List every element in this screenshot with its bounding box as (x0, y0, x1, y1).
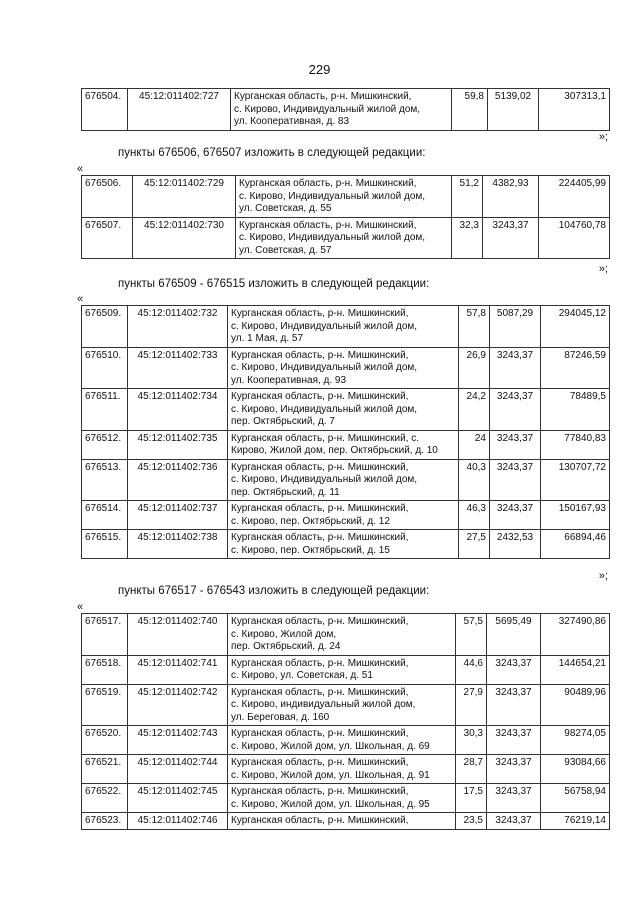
area-cell: 27,5 (459, 530, 490, 559)
address-line: с. Кирово, Индивидуальный жилой дом, (231, 474, 418, 485)
item-number-cell: 676522. (82, 784, 128, 813)
cadastral-value-cell: 78489,5 (541, 389, 610, 431)
table-row (82, 784, 610, 813)
address-cell (228, 784, 456, 813)
cadastral-number-cell: 45:12:011402:733 (128, 347, 228, 389)
table-row (82, 306, 610, 348)
address-line: с. Кирово, пер. Октябрьский, д. 12 (231, 515, 390, 527)
cadastral-number-cell: 45:12:011402:745 (128, 784, 228, 813)
address-cell (228, 755, 456, 784)
address-line: Курганская область, р-н. Мишкинский, (239, 219, 417, 231)
address-line: пер. Октябрьский, д. 11 (231, 486, 340, 498)
cadastral-value-cell: 66894,46 (541, 530, 610, 559)
rate-cell: 3243,37 (490, 459, 541, 501)
area-cell: 26,9 (459, 347, 490, 389)
table-row (82, 655, 610, 684)
address-line: Курганская область, р-н. Мишкинский, (231, 391, 409, 402)
address-line: с. Кирово, Индивидуальный жилой дом, (234, 103, 421, 115)
rate-cell: 5139,02 (488, 89, 539, 131)
address-cell (228, 389, 459, 431)
opening-quote: « (77, 601, 84, 613)
address-line: с. Кирово, Жилой дом, ул. Школьная, д. 69 (231, 740, 430, 752)
address-line: Курганская область, р-н. Мишкинский, (231, 757, 409, 768)
cadastral-number-cell: 45:12:011402:735 (128, 430, 228, 459)
address-line: Курганская область, р-н. Мишкинский, (231, 532, 409, 543)
cadastral-value-cell: 90489,96 (541, 684, 610, 726)
address-line: Курганская область, р-н. Мишкинский, (231, 616, 409, 627)
amendment-intro: пункты 676517 - 676543 изложить в следующей редакции: (118, 585, 430, 597)
registry-table-2 (81, 175, 610, 259)
address-line: Курганская область, р-н. Мишкинский, (234, 91, 412, 102)
item-number-cell: 676521. (82, 755, 128, 784)
registry-table-1 (81, 88, 610, 131)
rate-cell: 2432,53 (490, 530, 541, 559)
address-line: ул. Советская, д. 55 (239, 203, 332, 214)
address-line: Курганская область, р-н. Мишкинский, (231, 349, 409, 361)
amendment-intro: пункты 676506, 676507 изложить в следующей редакции: (118, 147, 426, 159)
table-row (82, 347, 610, 389)
table-row (82, 755, 610, 784)
closing-quote: »; (598, 570, 608, 582)
address-line: с. Кирово, ул. Советская, д. 51 (231, 670, 373, 681)
address-line: с. Кирово, Жилой дом, (231, 628, 337, 640)
area-cell: 32,3 (452, 217, 483, 259)
address-cell (228, 726, 456, 755)
rate-cell: 5087,29 (490, 306, 541, 348)
address-line: с. Кирово, пер. Октябрьский, д. 15 (231, 544, 390, 556)
cadastral-number-cell: 45:12:011402:744 (128, 755, 228, 784)
table-row (82, 176, 610, 218)
amendment-intro: пункты 676509 - 676515 изложить в следующей редакции: (118, 278, 430, 290)
address-line: с. Кирово, Индивидуальный жилой дом, (239, 232, 426, 243)
address-cell (228, 530, 459, 559)
cadastral-number-cell: 45:12:011402:734 (128, 389, 228, 431)
address-line: ул. 1 Мая, д. 57 (231, 333, 304, 344)
address-line: Курганская область, р-н. Мишкинский, (231, 728, 409, 739)
address-line: ул. Кооперативная, д. 93 (231, 374, 347, 386)
cadastral-value-cell: 150167,93 (541, 501, 610, 530)
address-line: Курганская область, р-н. Мишкинский, (231, 308, 409, 319)
cadastral-number-cell: 45:12:011402:740 (128, 614, 228, 656)
cadastral-number-cell: 45:12:011402:730 (133, 217, 236, 259)
rate-cell: 3243,37 (490, 501, 541, 530)
item-number-cell: 676513. (82, 459, 128, 501)
cadastral-value-cell: 144654,21 (541, 655, 610, 684)
address-line: с. Кирово, Жилой дом, ул. Школьная, д. 91 (231, 769, 430, 781)
area-cell: 57,5 (456, 614, 487, 656)
address-line: Курганская область, р-н. Мишкинский, (231, 503, 409, 514)
area-cell: 23,5 (456, 813, 487, 830)
address-line: с. Кирово, Индивидуальный жилой дом, (231, 403, 418, 415)
area-cell: 24 (459, 430, 490, 459)
item-number-cell: 676520. (82, 726, 128, 755)
address-cell (228, 306, 459, 348)
item-number-cell: 676504. (82, 89, 128, 131)
cadastral-number-cell: 45:12:011402:736 (128, 459, 228, 501)
table-row (82, 614, 610, 656)
closing-quote: »; (598, 131, 608, 143)
item-number-cell: 676515. (82, 530, 128, 559)
area-cell: 51,2 (452, 176, 483, 218)
cadastral-number-cell: 45:12:011402:727 (128, 89, 231, 131)
address-cell (228, 347, 459, 389)
closing-quote: »; (598, 263, 608, 275)
item-number-cell: 676512. (82, 430, 128, 459)
address-line: ул. Береговая, д. 160 (231, 711, 330, 723)
table-row (82, 726, 610, 755)
item-number-cell: 676514. (82, 501, 128, 530)
cadastral-value-cell: 327490,86 (541, 614, 610, 656)
area-cell: 28,7 (456, 755, 487, 784)
item-number-cell: 676519. (82, 684, 128, 726)
cadastral-value-cell: 93084,66 (541, 755, 610, 784)
rate-cell: 3243,37 (487, 655, 541, 684)
address-line: Курганская область, р-н. Мишкинский, (231, 461, 409, 473)
item-number-cell: 676518. (82, 655, 128, 684)
table-row (82, 217, 610, 259)
cadastral-value-cell: 104760,78 (539, 217, 610, 259)
rate-cell: 3243,37 (487, 755, 541, 784)
cadastral-number-cell: 45:12:011402:737 (128, 501, 228, 530)
address-cell (228, 430, 459, 459)
area-cell: 40,3 (459, 459, 490, 501)
address-cell (228, 459, 459, 501)
table-row (82, 389, 610, 431)
rate-cell: 3243,37 (490, 389, 541, 431)
cadastral-value-cell: 77840,83 (541, 430, 610, 459)
rate-cell: 3243,37 (490, 347, 541, 389)
table-row (82, 684, 610, 726)
cadastral-value-cell: 224405,99 (539, 176, 610, 218)
area-cell: 44,6 (456, 655, 487, 684)
address-line: ул. Кооперативная, д. 83 (234, 116, 350, 127)
item-number-cell: 676517. (82, 614, 128, 656)
area-cell: 46,3 (459, 501, 490, 530)
area-cell: 27,9 (456, 684, 487, 726)
address-line: пер. Октябрьский, д. 24 (231, 641, 341, 652)
address-cell (228, 501, 459, 530)
item-number-cell: 676507. (82, 217, 133, 259)
cadastral-value-cell: 98274,05 (541, 726, 610, 755)
address-cell (236, 176, 452, 218)
item-number-cell: 676523. (82, 813, 128, 830)
address-line: Курганская область, р-н. Мишкинский, (231, 657, 409, 669)
area-cell: 24,2 (459, 389, 490, 431)
area-cell: 17,5 (456, 784, 487, 813)
address-cell (228, 684, 456, 726)
rate-cell: 4382,93 (483, 176, 539, 218)
address-line: ул. Советская, д. 57 (239, 244, 332, 256)
address-line: Курганская область, р-н. Мишкинский, с. (231, 432, 419, 444)
cadastral-number-cell: 45:12:011402:741 (128, 655, 228, 684)
address-cell (228, 614, 456, 656)
rate-cell: 3243,37 (487, 726, 541, 755)
cadastral-value-cell: 87246,59 (541, 347, 610, 389)
cadastral-number-cell: 45:12:011402:742 (128, 684, 228, 726)
table-row (82, 501, 610, 530)
rate-cell: 3243,37 (487, 784, 541, 813)
opening-quote: « (77, 293, 84, 305)
cadastral-number-cell: 45:12:011402:732 (128, 306, 228, 348)
address-cell (236, 217, 452, 259)
table-row (82, 813, 610, 830)
table-row (82, 459, 610, 501)
rate-cell: 3243,37 (487, 684, 541, 726)
address-line: с. Кирово, Жилой дом, ул. Школьная, д. 95 (231, 798, 430, 810)
registry-table-3 (81, 305, 610, 559)
cadastral-number-cell: 45:12:011402:743 (128, 726, 228, 755)
rate-cell: 3243,37 (490, 430, 541, 459)
rate-cell: 5695,49 (487, 614, 541, 656)
item-number-cell: 676506. (82, 176, 133, 218)
opening-quote: « (77, 163, 84, 175)
cadastral-number-cell: 45:12:011402:738 (128, 530, 228, 559)
address-line: с. Кирово, Индивидуальный жилой дом, (231, 320, 418, 332)
address-line: пер. Октябрьский, д. 7 (231, 416, 335, 427)
registry-table-4 (81, 613, 610, 830)
item-number-cell: 676509. (82, 306, 128, 348)
cadastral-value-cell: 76219,14 (541, 813, 610, 830)
cadastral-number-cell: 45:12:011402:729 (133, 176, 236, 218)
address-line: Курганская область, р-н. Мишкинский, (239, 178, 417, 189)
page-number: 229 (308, 62, 331, 77)
item-number-cell: 676511. (82, 389, 128, 431)
rate-cell: 3243,37 (483, 217, 539, 259)
address-line: Курганская область, р-н. Мишкинский, (231, 815, 409, 826)
cadastral-number-cell: 45:12:011402:746 (128, 813, 228, 830)
address-cell (228, 813, 456, 830)
area-cell: 30,3 (456, 726, 487, 755)
table-row (82, 89, 610, 131)
cadastral-value-cell: 307313,1 (539, 89, 610, 131)
address-cell (231, 89, 452, 131)
cadastral-value-cell: 130707,72 (541, 459, 610, 501)
table-row (82, 430, 610, 459)
area-cell: 59,8 (452, 89, 488, 131)
item-number-cell: 676510. (82, 347, 128, 389)
address-line: с. Кирово, индивидуальный жилой дом, (231, 699, 416, 710)
cadastral-value-cell: 294045,12 (541, 306, 610, 348)
cadastral-value-cell: 56758,94 (541, 784, 610, 813)
address-line: Кирово, Жилой дом, пер. Октябрьский, д. 10 (231, 445, 438, 456)
rate-cell: 3243,37 (487, 813, 541, 830)
address-line: с. Кирово, Индивидуальный жилой дом, (239, 190, 426, 202)
area-cell: 57,8 (459, 306, 490, 348)
address-line: Курганская область, р-н. Мишкинский, (231, 686, 409, 698)
address-cell (228, 655, 456, 684)
address-line: с. Кирово, Индивидуальный жилой дом, (231, 362, 418, 373)
address-line: Курганская область, р-н. Мишкинский, (231, 786, 409, 797)
table-row (82, 530, 610, 559)
